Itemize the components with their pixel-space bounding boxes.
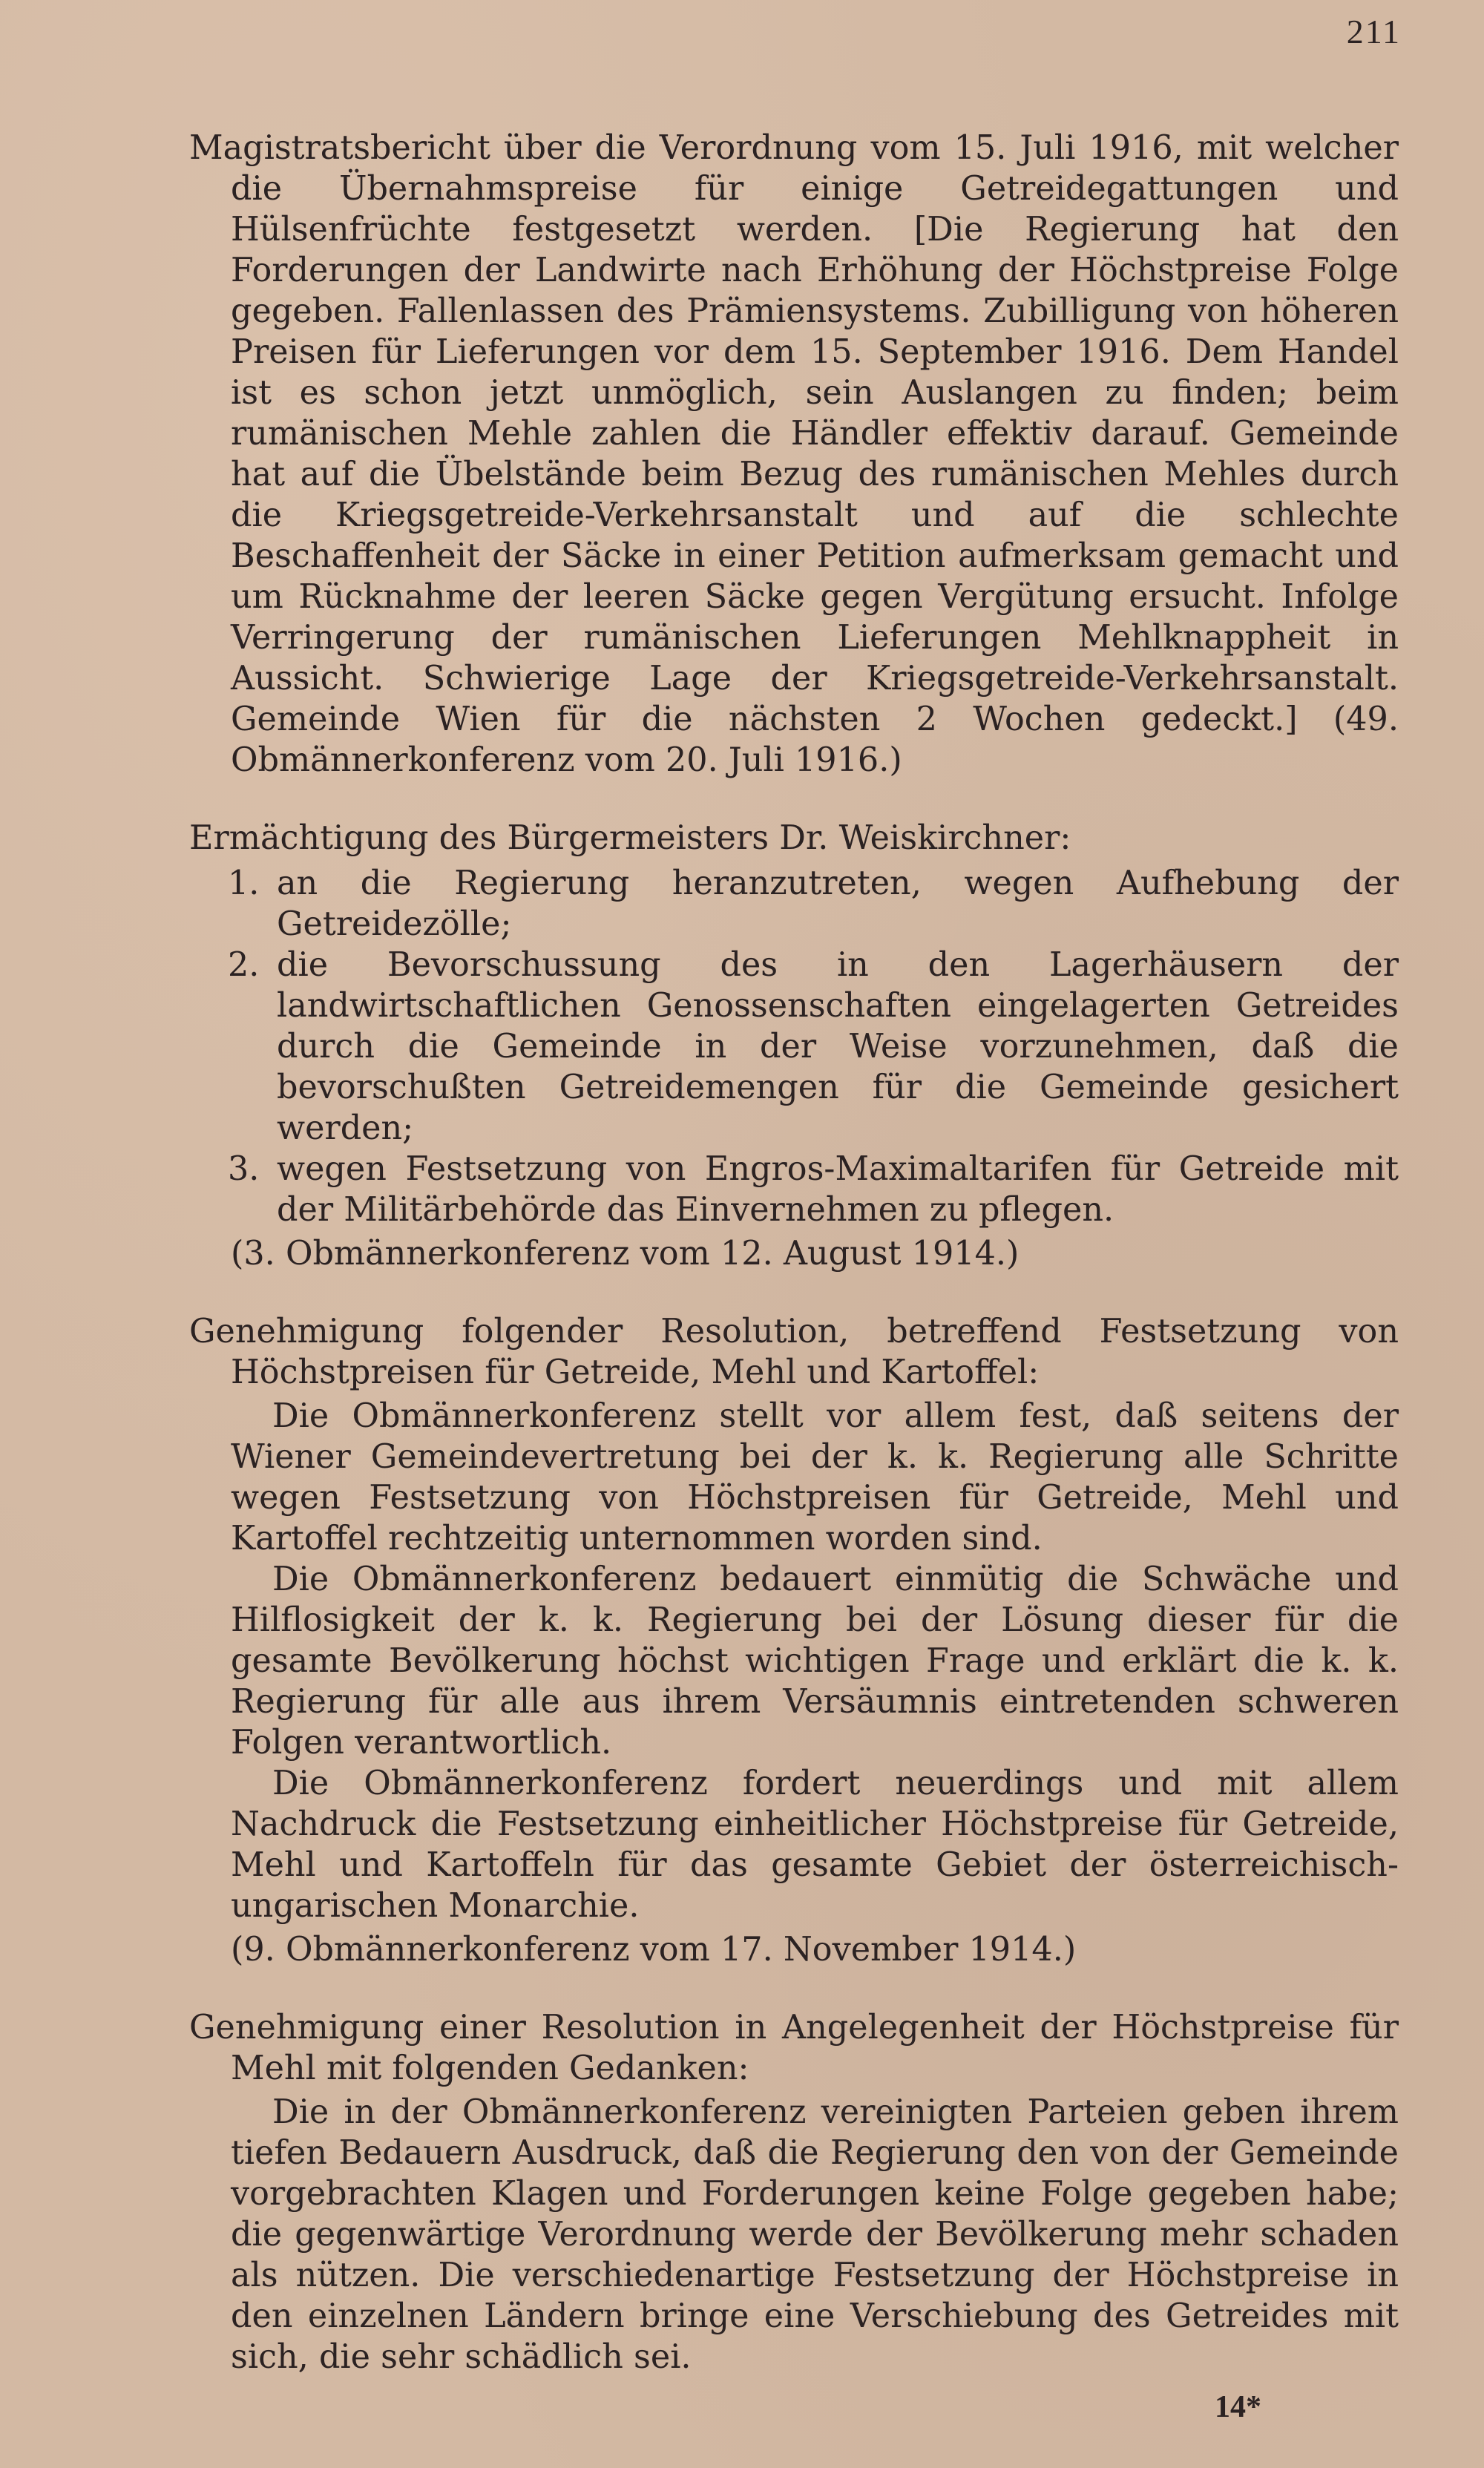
list-item-number: 1.	[228, 864, 260, 902]
page-number: 211	[1346, 13, 1401, 50]
resolution-body	[189, 2092, 1399, 2377]
resolution-body	[189, 1396, 1399, 1926]
entry-text: Magistratsbericht über die Verordnung vom 15. Juli 1916, mit welcher die Übernahmspreise für einige Getreidegattungen und Hülsenfrüchte festgesetzt werden. [Die Regierung hat den Forderungen der Landwirte nach Erhöhung der Höchstpreise Folge gegeben. Fallenlassen des Prämiensystems. Zubilligung von höheren Preisen für Lieferungen vor dem 15. September 1916. Dem Handel ist es schon jetzt unmöglich, sein Auslangen zu finden; beim rumänischen Mehle zahlen die Händler effektiv darauf. Gemeinde hat auf die Übelstände beim Bezug des rumänischen Mehles durch die Kriegsgetreide-Verkehrsanstalt und auf die schlechte Beschaffenheit der Säcke in einer Petition aufmerksam gemacht und um Rücknahme der leeren Säcke gegen Vergütung ersucht. Infolge Verringerung der rumänischen Lieferungen Mehlknappheit in Aussicht. Schwierige Lage der Kriegsgetreide-Verkehrsanstalt. Gemeinde Wien für die nächsten 2 Wochen gedeckt.] (49. Obmännerkonferenz vom 20. Juli 1916.)	[189, 129, 1399, 779]
entry-heading: Ermächtigung des Bürgermeisters Dr. Weiskirchner:	[189, 819, 1071, 857]
entry-heading: Genehmigung einer Resolution in Angelegenheit der Höchstpreise für Mehl mit folgenden Gedanken:	[189, 2009, 1399, 2087]
resolution-paragraph: Die Obmännerkonferenz stellt vor allem fest, daß seitens der Wiener Gemeindevertretung bei der k. k. Regierung alle Schritte wegen Festsetzung von Höchstpreisen für Getreide, Mehl und Kartoffel rechtzeitig unternommen worden sind.	[231, 1397, 1399, 1558]
list-item-number: 3.	[228, 1150, 260, 1188]
list-item-number: 2.	[228, 946, 260, 984]
resolution-paragraph: Die Obmännerkonferenz fordert neuerdings und mit allem Nachdruck die Festsetzung einheitlicher Höchstpreise für Getreide, Mehl und Kartoffeln für das gesamte Gebiet der österreichisch-ungarischen Monarchie.	[231, 1765, 1399, 1925]
signature-mark: 14*	[1215, 2390, 1261, 2424]
resolution-paragraph: Die in der Obmännerkonferenz vereinigten Parteien geben ihrem tiefen Bedauern Ausdruck, daß die Regierung den von der Gemeinde vorgebrachten Klagen und Forderungen keine Folge gegeben habe; die gegenwärtige Verordnung werde der Bevölkerung mehr schaden als nützen. Die verschiedenartige Festsetzung der Höchstpreise in den einzelnen Ländern bringe eine Verschiebung des Getreides mit sich, die sehr schädlich sei.	[231, 2093, 1399, 2376]
conference-reference: (9. Obmännerkonferenz vom 17. November 1914.)	[231, 1931, 1077, 1969]
entry-resolution-hoechstpreise	[189, 1311, 1399, 1970]
conference-reference: (3. Obmännerkonferenz vom 12. August 1914.)	[231, 1235, 1020, 1273]
list-item	[189, 945, 1399, 1149]
list-item	[189, 1149, 1399, 1230]
entry-magistratsbericht	[189, 128, 1399, 781]
entry-ermaechtigung	[189, 818, 1399, 1274]
document-content	[189, 128, 1399, 2415]
list-item-text: wegen Festsetzung von Engros-Maximaltarifen für Getreide mit der Militärbehörde das Einvernehmen zu pflegen.	[277, 1150, 1399, 1229]
entry-resolution-mehl	[189, 2007, 1399, 2377]
list-item-text: die Bevorschussung des in den Lagerhäusern der landwirtschaftlichen Genossenschaften eingelagerten Getreides durch die Gemeinde in der Weise vorzunehmen, daß die bevorschußten Getreidemengen für die Gemeinde gesichert werden;	[277, 946, 1399, 1147]
numbered-list	[189, 863, 1399, 1230]
list-item-text: an die Regierung heranzutreten, wegen Aufhebung der Getreidezölle;	[277, 864, 1399, 943]
list-item	[189, 863, 1399, 945]
resolution-paragraph: Die Obmännerkonferenz bedauert einmütig die Schwäche und Hilflosigkeit der k. k. Regierung bei der Lösung dieser für die gesamte Bevölkerung höchst wichtigen Frage und erklärt die k. k. Regierung für alle aus ihrem Versäumnis eintretenden schweren Folgen verantwortlich.	[231, 1560, 1399, 1762]
entry-heading: Genehmigung folgender Resolution, betreffend Festsetzung von Höchstpreisen für Getreide, Mehl und Kartoffel:	[189, 1313, 1399, 1391]
